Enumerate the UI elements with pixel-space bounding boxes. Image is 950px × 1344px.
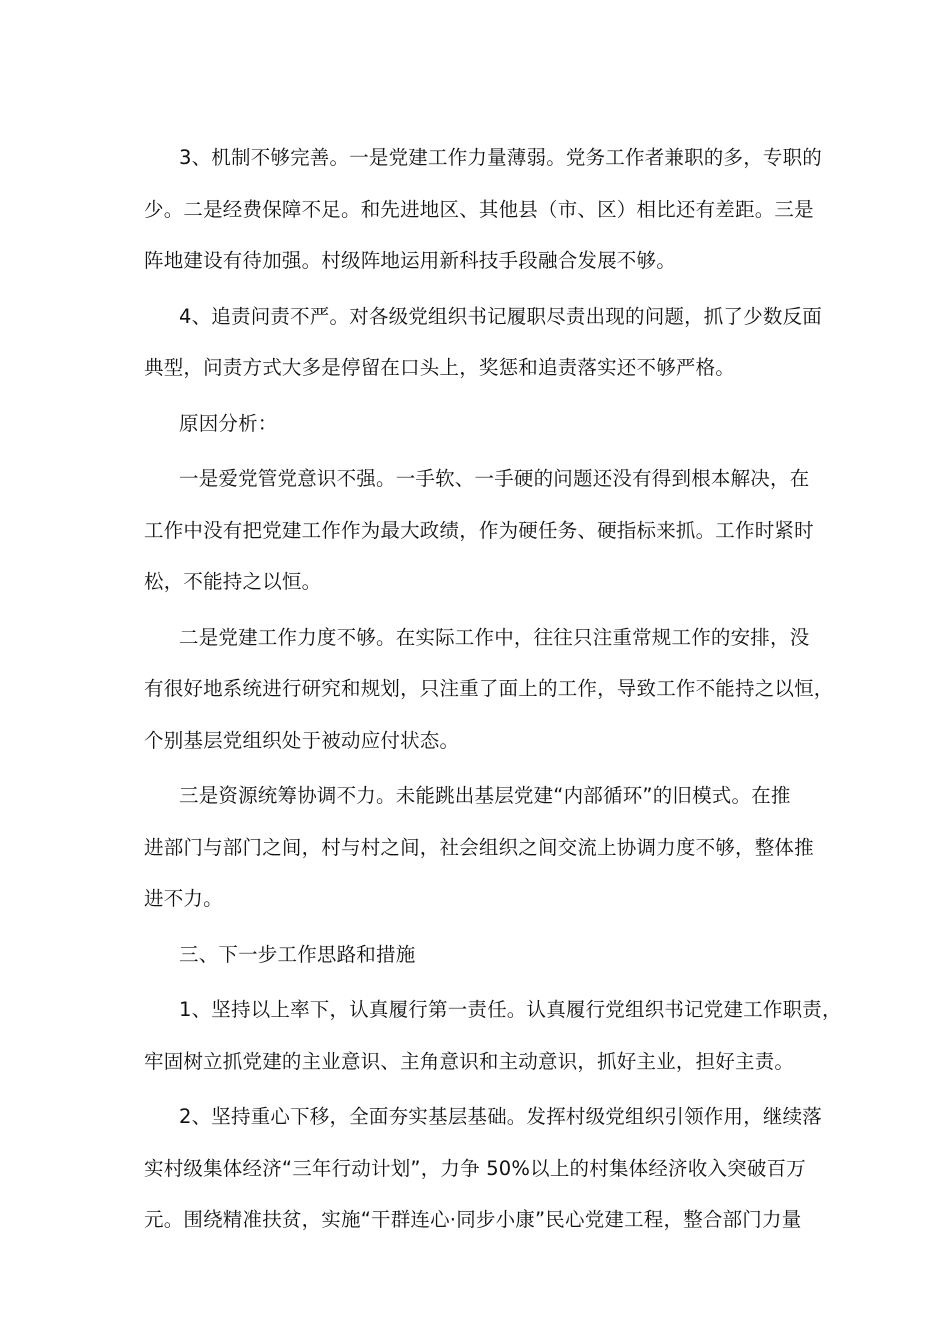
paragraph-cause-two	[144, 612, 834, 767]
text-line: 原因分析：	[179, 411, 278, 435]
text-line: 牢固树立抓党建的主业意识、主角意识和主动意识，抓好主业，担好主责。	[144, 1049, 795, 1073]
section-heading-next-steps	[144, 929, 808, 981]
text-line: 元。围绕精准扶贫，实施“干群连心·同步小康”民心党建工程，整合部门力量	[144, 1208, 802, 1231]
text-line: 4、追责问责不严。对各级党组织书记履职尽责出现的问题，抓了少数反面	[179, 304, 823, 328]
text-line: 松，不能持之以恒。	[144, 570, 322, 593]
paragraph-measure-one	[144, 984, 842, 1087]
text-line: 进部门与部门之间，村与村之间，社会组织之间交流上协调力度不够，整体推	[144, 835, 814, 859]
text-line: 三是资源统筹协调不力。未能跳出基层党建“内部循环”的旧模式。在推	[179, 784, 791, 807]
text-line: 3、机制不够完善。一是党建工作力量薄弱。党务工作者兼职的多，专职的	[179, 146, 823, 169]
text-line: 工作中没有把党建工作作为最大政绩，作为硬任务、硬指标来抓。工作时紧时	[144, 518, 814, 542]
text-line: 阵地建设有待加强。村级阵地运用新科技手段融合发展不够。	[144, 249, 676, 272]
text-line: 2、坚持重心下移，全面夯实基层基础。发挥村级党组织引领作用，继续落	[179, 1105, 823, 1128]
text-line: 典型，问责方式大多是停留在口头上，奖惩和追责落实还不够严格。	[144, 356, 736, 379]
paragraph-cause-heading	[144, 398, 808, 450]
text-line: 个别基层党组织处于被动应付状态。	[144, 728, 460, 752]
text-line: 实村级集体经济“三年行动计划”，力争 50%以上的村集体经济收入突破百万	[144, 1156, 806, 1180]
text-line: 一是爱党管党意识不强。一手软、一手硬的问题还没有得到根本解决，在	[179, 467, 810, 490]
paragraph-accountability	[144, 291, 823, 394]
document-body	[144, 132, 842, 1250]
paragraph-cause-three	[144, 770, 814, 925]
paragraph-measure-two	[144, 1091, 823, 1246]
text-line: 少。二是经费保障不足。和先进地区、其他县（市、区）相比还有差距。三是	[144, 197, 814, 221]
text-line: 有很好地系统进行研究和规划，只注重了面上的工作，导致工作不能持之以恒，	[144, 677, 834, 700]
text-line: 二是党建工作力度不够。在实际工作中，往往只注重常规工作的安排，没	[179, 625, 810, 649]
text-line: 1、坚持以上率下，认真履行第一责任。认真履行党组织书记党建工作职责，	[179, 998, 842, 1021]
paragraph-mechanism	[144, 132, 823, 287]
paragraph-cause-one	[144, 453, 814, 608]
text-line: 三、下一步工作思路和措施	[179, 942, 416, 966]
text-line: 进不力。	[144, 887, 223, 910]
